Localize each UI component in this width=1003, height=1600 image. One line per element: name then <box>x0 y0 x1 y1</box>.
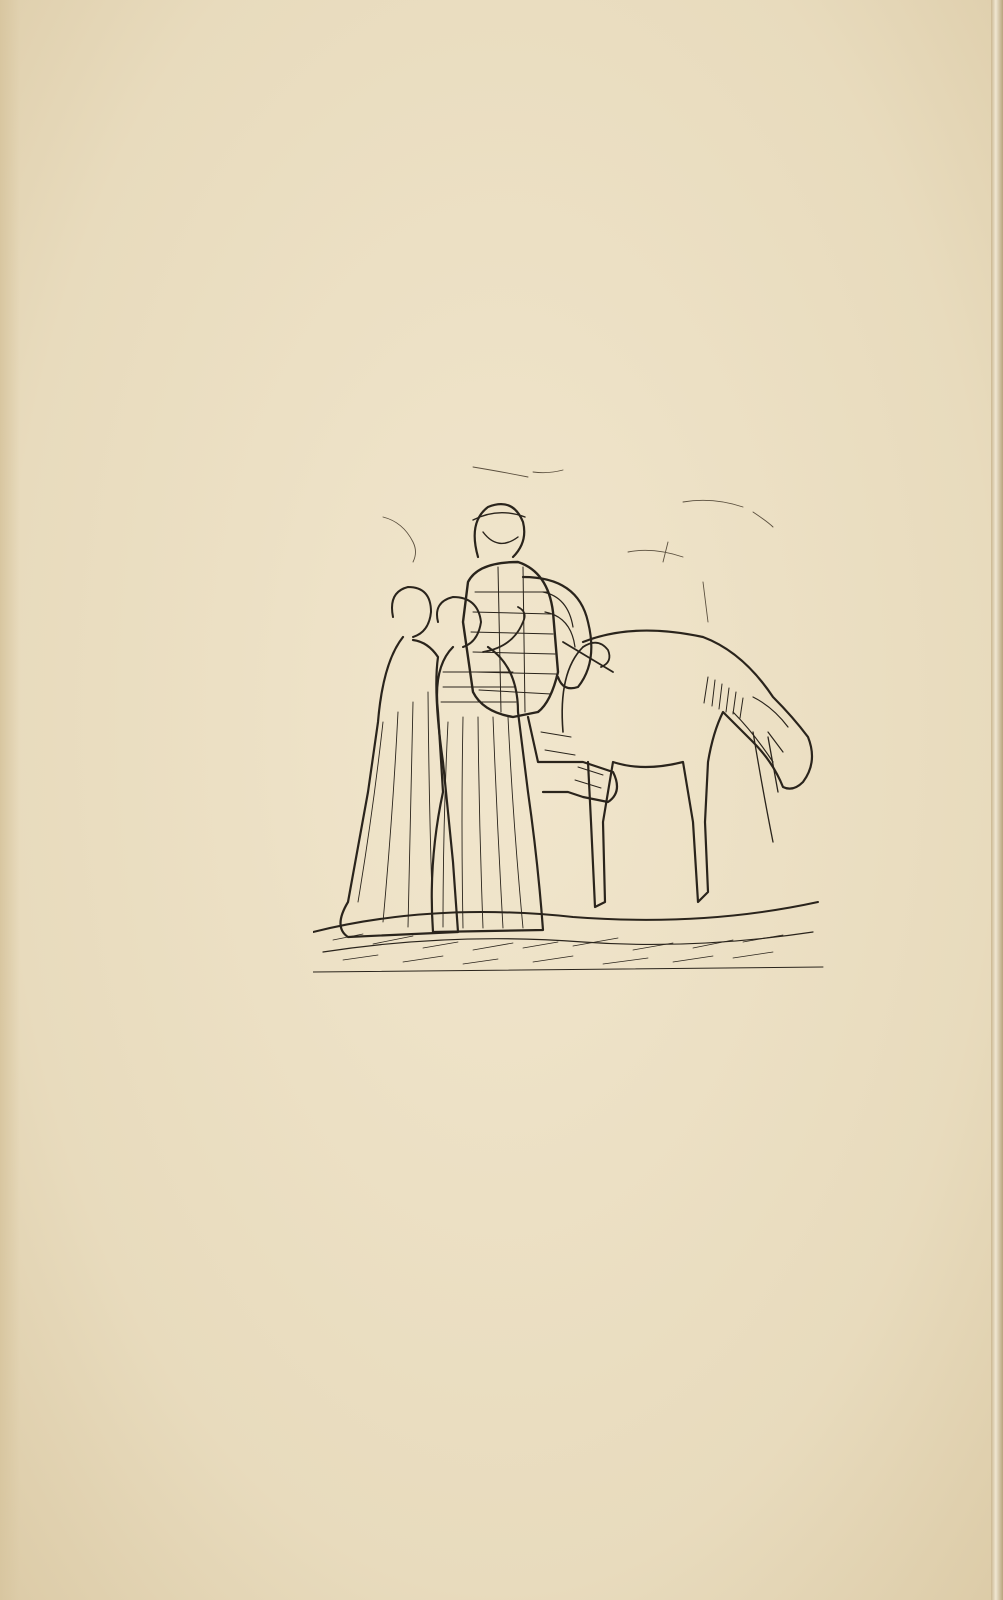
page-right-edge <box>991 0 1003 1600</box>
page-left-shadow <box>0 0 20 1600</box>
page-header <box>159 88 969 114</box>
engraving-illustration <box>313 462 833 982</box>
